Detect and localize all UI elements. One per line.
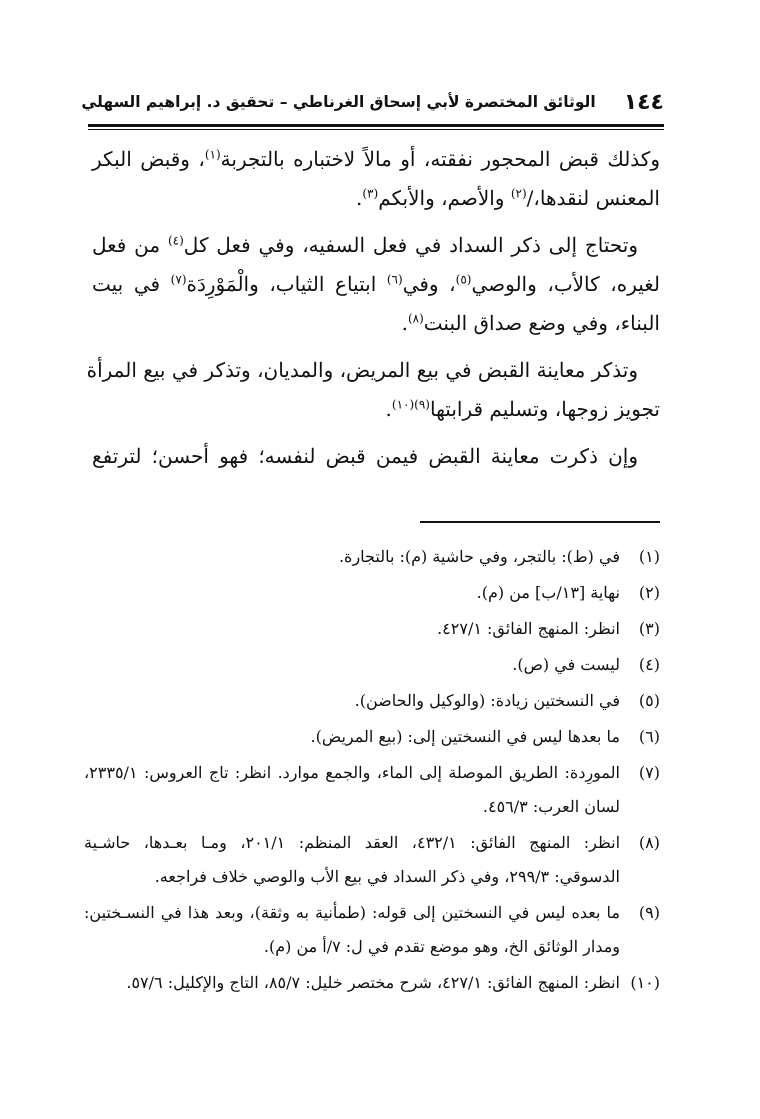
footnote-7 bbox=[84, 756, 660, 824]
footnote-1 bbox=[84, 540, 660, 574]
footnote-text: ما بعده ليس في النسختين إلى قوله: (طمأنية به وثقة)، وبعد هذا في النسـختين: bbox=[84, 903, 620, 922]
footnote-number: (٢) bbox=[638, 583, 660, 602]
footnote-number: (٥) bbox=[638, 691, 660, 710]
footnote-separator bbox=[420, 521, 660, 523]
footnote-number: (١٠) bbox=[630, 973, 660, 992]
footnote-3 bbox=[84, 612, 660, 646]
footnote-10 bbox=[84, 966, 660, 1000]
footnote-text: لسان العرب: ٤٥٦/٣. bbox=[482, 797, 620, 816]
paragraph-4-line-1: وإن ذكرت معاينة القبض فيمن قبض لنفسه؛ فهو أحسن؛ لترتفع bbox=[92, 444, 638, 468]
footnote-ref[interactable]: (٨) bbox=[407, 311, 424, 326]
footnote-6 bbox=[84, 720, 660, 754]
main-text bbox=[86, 140, 661, 476]
footnote-ref[interactable]: (٣) bbox=[362, 186, 379, 201]
page-header bbox=[81, 84, 664, 120]
footnote-text: في النسختين زيادة: (والوكيل والحاضن). bbox=[354, 691, 620, 710]
paragraph-3-line-2: تجويز زوجها، وتسليم قرابتها$^{(٩)(١٠)}$. bbox=[385, 397, 660, 421]
paragraph-2-line-3: البناء، وفي وضع صداق البنت$^{(٨)}$. bbox=[401, 311, 660, 335]
footnote-ref[interactable]: (٩)(١٠) bbox=[391, 397, 430, 412]
footnote-ref[interactable]: (٢) bbox=[510, 186, 527, 201]
footnote-ref[interactable]: (٤) bbox=[167, 233, 184, 248]
footnotes bbox=[84, 540, 660, 1002]
header-rule-thick bbox=[88, 124, 664, 127]
footnote-ref[interactable]: (٧) bbox=[170, 272, 187, 287]
footnote-number: (٧) bbox=[638, 763, 660, 782]
footnote-text: ليست في (ص). bbox=[512, 655, 620, 674]
footnote-number: (٨) bbox=[638, 833, 660, 852]
footnote-number: (١) bbox=[638, 547, 660, 566]
footnote-number: (٦) bbox=[638, 727, 660, 746]
footnote-ref[interactable]: (٦) bbox=[386, 272, 403, 287]
footnote-text: انظر: المنهج الفائق: ٤٢٧/١، شرح مختصر خليل: ٨٥/٧، التاج والإكليل: ٥٧/٦. bbox=[126, 973, 620, 992]
footnote-text: ما بعدها ليس في النسختين إلى: (بيع المريض). bbox=[310, 727, 620, 746]
paragraph-1-line-1: وكذلك قبض المحجور نفقته، أو مالاً لاختباره بالتجربة$^{(١)}$، وقبض البكر bbox=[92, 147, 660, 171]
paragraph-1-line-2: المعنس لنقدها،/$^{(٢)}$ والأصم، والأبكم$^{(٣)}$. bbox=[356, 186, 660, 210]
footnote-9 bbox=[84, 896, 660, 964]
page-number: ١٤٤ bbox=[623, 89, 664, 115]
paragraph-2-line-2: لغيره، كالأب، والوصي$^{(٥)}$، وفي$^{(٦)}$ ابتياع الثياب، والْمَوْرِدَة$^{(٧)}$ في بيت bbox=[92, 272, 661, 296]
footnote-number: (٤) bbox=[638, 655, 660, 674]
footnote-number: (٩) bbox=[638, 903, 660, 922]
footnote-text: المورِدة: الطريق الموصلة إلى الماء، والجمع موارد. انظر: تاج العروس: ٢٣٣٥/١، bbox=[84, 763, 620, 782]
footnote-ref[interactable]: (١) bbox=[204, 147, 221, 162]
footnote-number: (٣) bbox=[638, 619, 660, 638]
running-title: الوثائق المختصرة لأبي إسحاق الغرناطي – تحقيق د. إبراهيم السهلي bbox=[81, 93, 596, 111]
footnote-4 bbox=[84, 648, 660, 682]
footnote-ref[interactable]: (٥) bbox=[455, 272, 472, 287]
paragraph-2-line-1: وتحتاج إلى ذكر السداد في فعل السفيه، وفي فعل كل$^{(٤)}$ من فعل bbox=[92, 233, 639, 257]
footnote-2 bbox=[84, 576, 660, 610]
footnote-5 bbox=[84, 684, 660, 718]
footnote-text: انظر: المنهج الفائق: ٤٣٢/١، العقد المنظم: ٢٠١/١، ومـا بعـدها، حاشـية bbox=[84, 833, 621, 852]
header-rule-thin bbox=[88, 129, 664, 130]
footnote-8 bbox=[84, 826, 660, 894]
footnote-text: الدسوقي: ٢٩٩/٣، وفي ذكر السداد في بيع الأب والوصي خلاف فراجعه. bbox=[154, 867, 620, 886]
footnote-text: نهاية [١٣/ب] من (م). bbox=[476, 583, 620, 602]
footnote-text: انظر: المنهج الفائق: ٤٢٧/١. bbox=[437, 619, 620, 638]
paragraph-3-line-1: وتذكر معاينة القبض في بيع المريض، والمديان، وتذكر في بيع المرأة bbox=[86, 358, 638, 382]
footnote-text: في (ط): بالتجر، وفي حاشية (م): بالتجارة. bbox=[338, 547, 620, 566]
footnote-text: ومدار الوثائق الخ، وهو موضع تقدم في ل: ٧/أ من (م). bbox=[263, 937, 620, 956]
